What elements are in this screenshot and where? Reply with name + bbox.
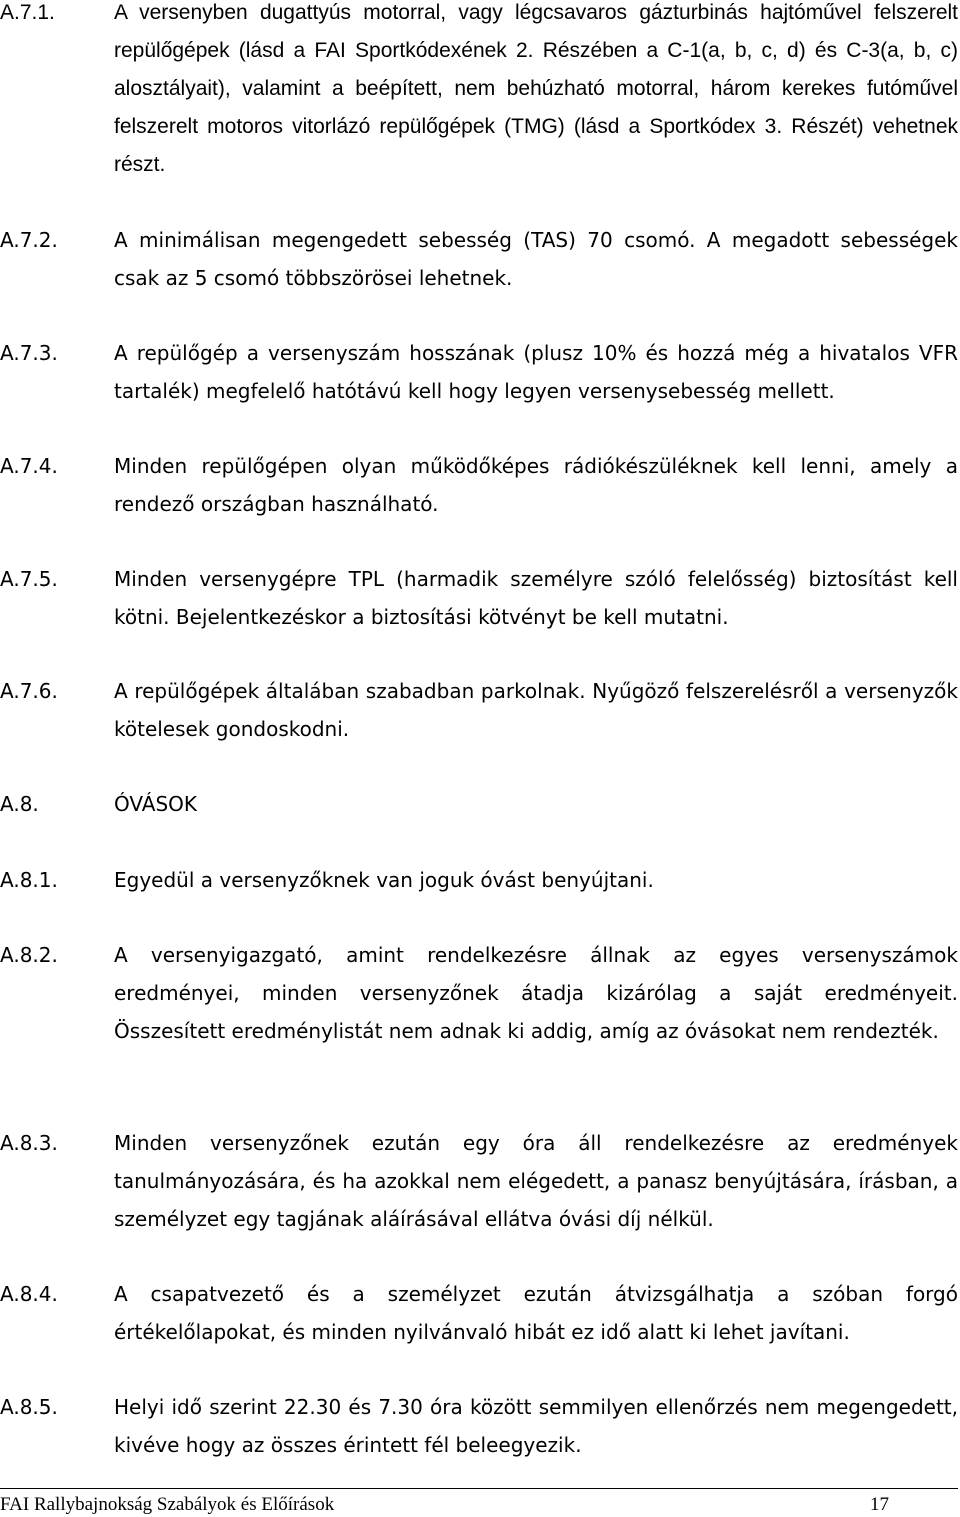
section-number: A.8. [0, 792, 39, 816]
section-text: A minimálisan megengedett sebesség (TAS) 70 csomó. A megadott sebességek csak az 5 csomó többszörösei lehetnek. [114, 228, 958, 290]
section-number: A.8.5. [0, 1395, 58, 1419]
section-text: Minden versenygépre TPL (harmadik személyre szóló felelősség) biztosítást kell kötni. Bejelentkezéskor a biztosítási kötvényt be kell mutatni. [114, 567, 958, 629]
footer-title: FAI Rallybajnokság Szabályok és Előírások [0, 1494, 335, 1515]
section-text: Helyi idő szerint 22.30 és 7.30 óra között semmilyen ellenőrzés nem megengedett, kivéve hogy az összes érintett fél beleegyezik. [114, 1395, 958, 1457]
section-number: A.7.3. [0, 341, 58, 365]
section-number: A.8.4. [0, 1282, 58, 1306]
section-text: A repülőgépek általában szabadban parkolnak. Nyűgöző felszerelésről a versenyzők kötelesek gondoskodni. [114, 679, 958, 741]
section-text: A versenyigazgató, amint rendelkezésre állnak az egyes versenyszámok eredményei, minden versenyzőnek átadja kizárólag a saját eredményeit. Összesített eredménylistát nem adnak ki addig, amíg az óvásokat nem rendezték. [114, 943, 958, 1043]
section-number: A.8.1. [0, 868, 58, 892]
footer-divider [0, 1488, 958, 1489]
section-text: Minden versenyzőnek ezután egy óra áll rendelkezésre az eredmények tanulmányozására, és ha azokkal nem elégedett, a panasz benyújtására, írásban, a személyzet egy tagjának aláírásával ellátva óvási díj nélkül. [114, 1131, 958, 1231]
section-number: A.7.4. [0, 454, 58, 478]
section-number: A.7.6. [0, 679, 58, 703]
section-number: A.8.3. [0, 1131, 58, 1155]
section-heading: ÓVÁSOK [114, 792, 198, 816]
section-text: A versenyben dugattyús motorral, vagy légcsavaros gázturbinás hajtóművel felszerelt repülőgépek (lásd a FAI Sportkódexének 2. Részében a C-1(a, b, c, d) és C-3(a, b, c) alosztályait), valamint a beépített, nem behúzható motorral, három kerekes futóművel felszerelt motoros vitorlázó repülőgépek (TMG) (lásd a Sportkódex 3. Részét) vehetnek részt. [114, 1, 958, 176]
section-text: Minden repülőgépen olyan működőképes rádiókészüléknek kell lenni, amely a rendező országban használható. [114, 454, 958, 516]
section-number: A.7.2. [0, 228, 58, 252]
section-number: A.8.2. [0, 943, 58, 967]
section-number: A.7.5. [0, 567, 58, 591]
section-text: A csapatvezető és a személyzet ezután átvizsgálhatja a szóban forgó értékelőlapokat, és minden nyilvánvaló hibát ez idő alatt ki lehet javítani. [114, 1282, 958, 1344]
page-number: 17 [870, 1494, 889, 1515]
page-footer [0, 1474, 960, 1514]
section-text: A repülőgép a versenyszám hosszának (plusz 10% és hozzá még a hivatalos VFR tartalék) megfelelő hatótávú kell hogy legyen versenysebesség mellett. [114, 341, 958, 403]
section-text: Egyedül a versenyzőknek van joguk óvást benyújtani. [114, 868, 654, 892]
section-number: A.7.1. [0, 1, 55, 24]
